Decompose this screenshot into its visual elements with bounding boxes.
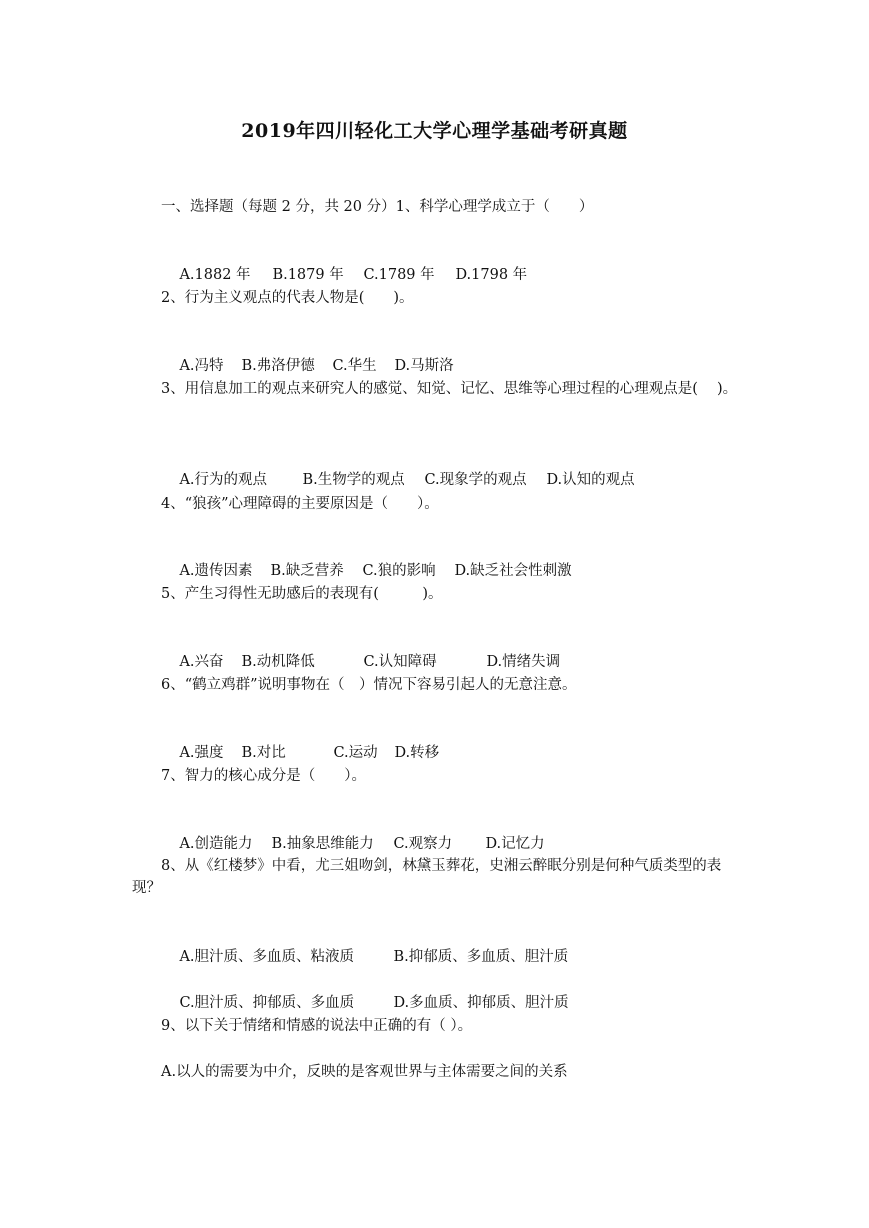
q5-option-b: B.动机降低	[241, 654, 315, 670]
q4-option-a: A.遗传因素	[179, 563, 253, 579]
q8-option-a: A.胆汁质、多血质、粘液质	[179, 949, 355, 965]
section-header-q1: 一、选择题（每题 2 分，共 20 分）1、科学心理学成立于（ ）	[161, 199, 594, 215]
question-4: 4、“狼孩”心理障碍的主要原因是（ ）。	[161, 496, 439, 512]
question-3: 3、用信息加工的观点来研究人的感觉、知觉、记忆、思维等心理过程的心理观点是( )。	[161, 381, 738, 397]
q8-option-c: C.胆汁质、抑郁质、多血质	[179, 995, 355, 1011]
q8-option-b: B.抑郁质、多血质、胆汁质	[393, 949, 569, 965]
q9-option-a: A.以人的需要为中介，反映的是客观世界与主体需要之间的关系	[161, 1064, 568, 1080]
q5-option-d: D.情绪失调	[486, 654, 561, 670]
q3-option-b: B.生物学的观点	[302, 472, 405, 488]
q1-option-d: D.1798 年	[455, 267, 528, 283]
q4-option-c: C.狼的影响	[362, 563, 436, 579]
q6-option-b: B.对比	[241, 745, 286, 761]
q5-option-a: A.兴奋	[179, 654, 224, 670]
question-9: 9、以下关于情绪和情感的说法中正确的有（ ）。	[161, 1018, 473, 1034]
q3-option-c: C.现象学的观点	[424, 472, 527, 488]
q6-option-d: D.转移	[394, 745, 440, 761]
q1-option-c: C.1789 年	[363, 267, 435, 283]
q5-option-c: C.认知障碍	[363, 654, 437, 670]
question-8: 8、从《红楼梦》中看，尤三姐吻剑，林黛玉葬花，史湘云醉眠分别是何种气质类型的表现？	[132, 858, 722, 896]
q7-option-b: B.抽象思维能力	[271, 836, 374, 852]
question-2: 2、行为主义观点的代表人物是( )。	[161, 290, 414, 306]
q7-option-a: A.创造能力	[179, 836, 253, 852]
q6-option-a: A.强度	[179, 745, 224, 761]
q2-option-a: A.冯特	[179, 358, 224, 374]
q3-option-a: A.行为的观点	[179, 472, 268, 488]
question-6: 6、“鹤立鸡群”说明事物在（ ）情况下容易引起人的无意注意。	[161, 677, 577, 693]
q6-option-c: C.运动	[333, 745, 378, 761]
q1-option-a: A.1882 年	[179, 267, 251, 283]
q4-option-b: B.缺乏营养	[270, 563, 344, 579]
q4-option-d: D.缺乏社会性刺激	[454, 563, 572, 579]
q3-option-d: D.认知的观点	[546, 472, 635, 488]
question-7: 7、智力的核心成分是（ ）。	[161, 768, 366, 784]
q2-option-c: C.华生	[332, 358, 377, 374]
q1-option-b: B.1879 年	[272, 267, 344, 283]
q7-option-c: C.观察力	[393, 836, 453, 852]
q2-option-b: B.弗洛伊德	[241, 358, 315, 374]
page-title: 2019年四川轻化工大学心理学基础考研真题	[241, 120, 628, 142]
q7-option-d: D.记忆力	[485, 836, 545, 852]
question-5: 5、产生习得性无助感后的表现有( )。	[161, 586, 443, 602]
q8-option-d: D.多血质、抑郁质、胆汁质	[393, 995, 569, 1011]
q2-option-d: D.马斯洛	[394, 358, 454, 374]
